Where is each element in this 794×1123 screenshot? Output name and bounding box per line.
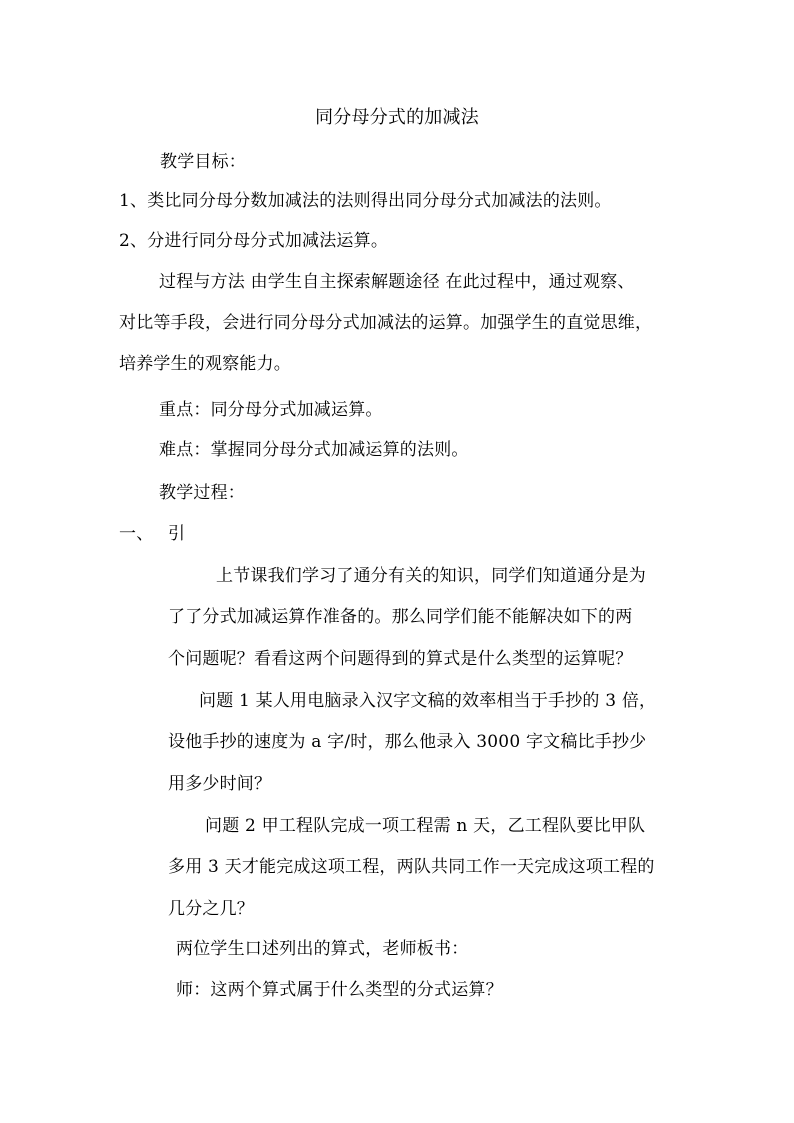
- process-heading: 教学过程：: [159, 483, 245, 503]
- problem-2-line-1: 问题 2 甲工程队完成一项工程需 n 天，乙工程队要比甲队: [205, 816, 646, 836]
- page-title: 同分母分式的加减法: [315, 107, 479, 128]
- intro-line-2: 了了分式加减运算作准备的。那么同学们能不能解决如下的两: [168, 607, 633, 627]
- objectives-heading: 教学目标：: [160, 152, 246, 172]
- intro-line-3: 个问题呢？看看这两个问题得到的算式是什么类型的运算呢？: [168, 649, 633, 669]
- teacher-line: 师：这两个算式属于什么类型的分式运算？: [176, 980, 503, 1000]
- problem-1-line-3: 用多少时间？: [168, 774, 272, 794]
- problem-1-line-1: 问题 1 某人用电脑录入汉字文稿的效率相当于手抄的 3 倍，: [199, 691, 657, 711]
- section-1-number: 一、: [119, 524, 154, 544]
- process-method-line-2: 对比等手段，会进行同分母分式加减法的运算。加强学生的直觉思维，: [119, 313, 653, 333]
- objective-1: 1、类比同分母分数加减法的法则得出同分母分式加减法的法则。: [119, 191, 612, 211]
- objective-2: 2、分进行同分母分式加减法运算。: [119, 231, 389, 251]
- problem-1-line-2: 设他手抄的速度为 a 字/时，那么他录入 3000 字文稿比手抄少: [168, 732, 647, 752]
- intro-line-1: 上节课我们学习了通分有关的知识，同学们知道通分是为: [216, 566, 646, 586]
- students-line: 两位学生口述列出的算式，老师板书：: [176, 939, 469, 959]
- key-point: 重点：同分母分式加减运算。: [159, 400, 383, 420]
- process-method-line-3: 培养学生的观察能力。: [119, 354, 291, 374]
- problem-2-line-2: 多用 3 天才能完成这项工程，两队共同工作一天完成这项工程的: [168, 857, 655, 877]
- section-1-title: 引: [168, 524, 186, 544]
- process-method-line-1: 过程与方法 由学生自主探索解题途径 在此过程中，通过观察、: [159, 272, 635, 292]
- difficult-point: 难点：掌握同分母分式加减运算的法则。: [159, 440, 469, 460]
- problem-2-line-3: 几分之几？: [168, 899, 254, 919]
